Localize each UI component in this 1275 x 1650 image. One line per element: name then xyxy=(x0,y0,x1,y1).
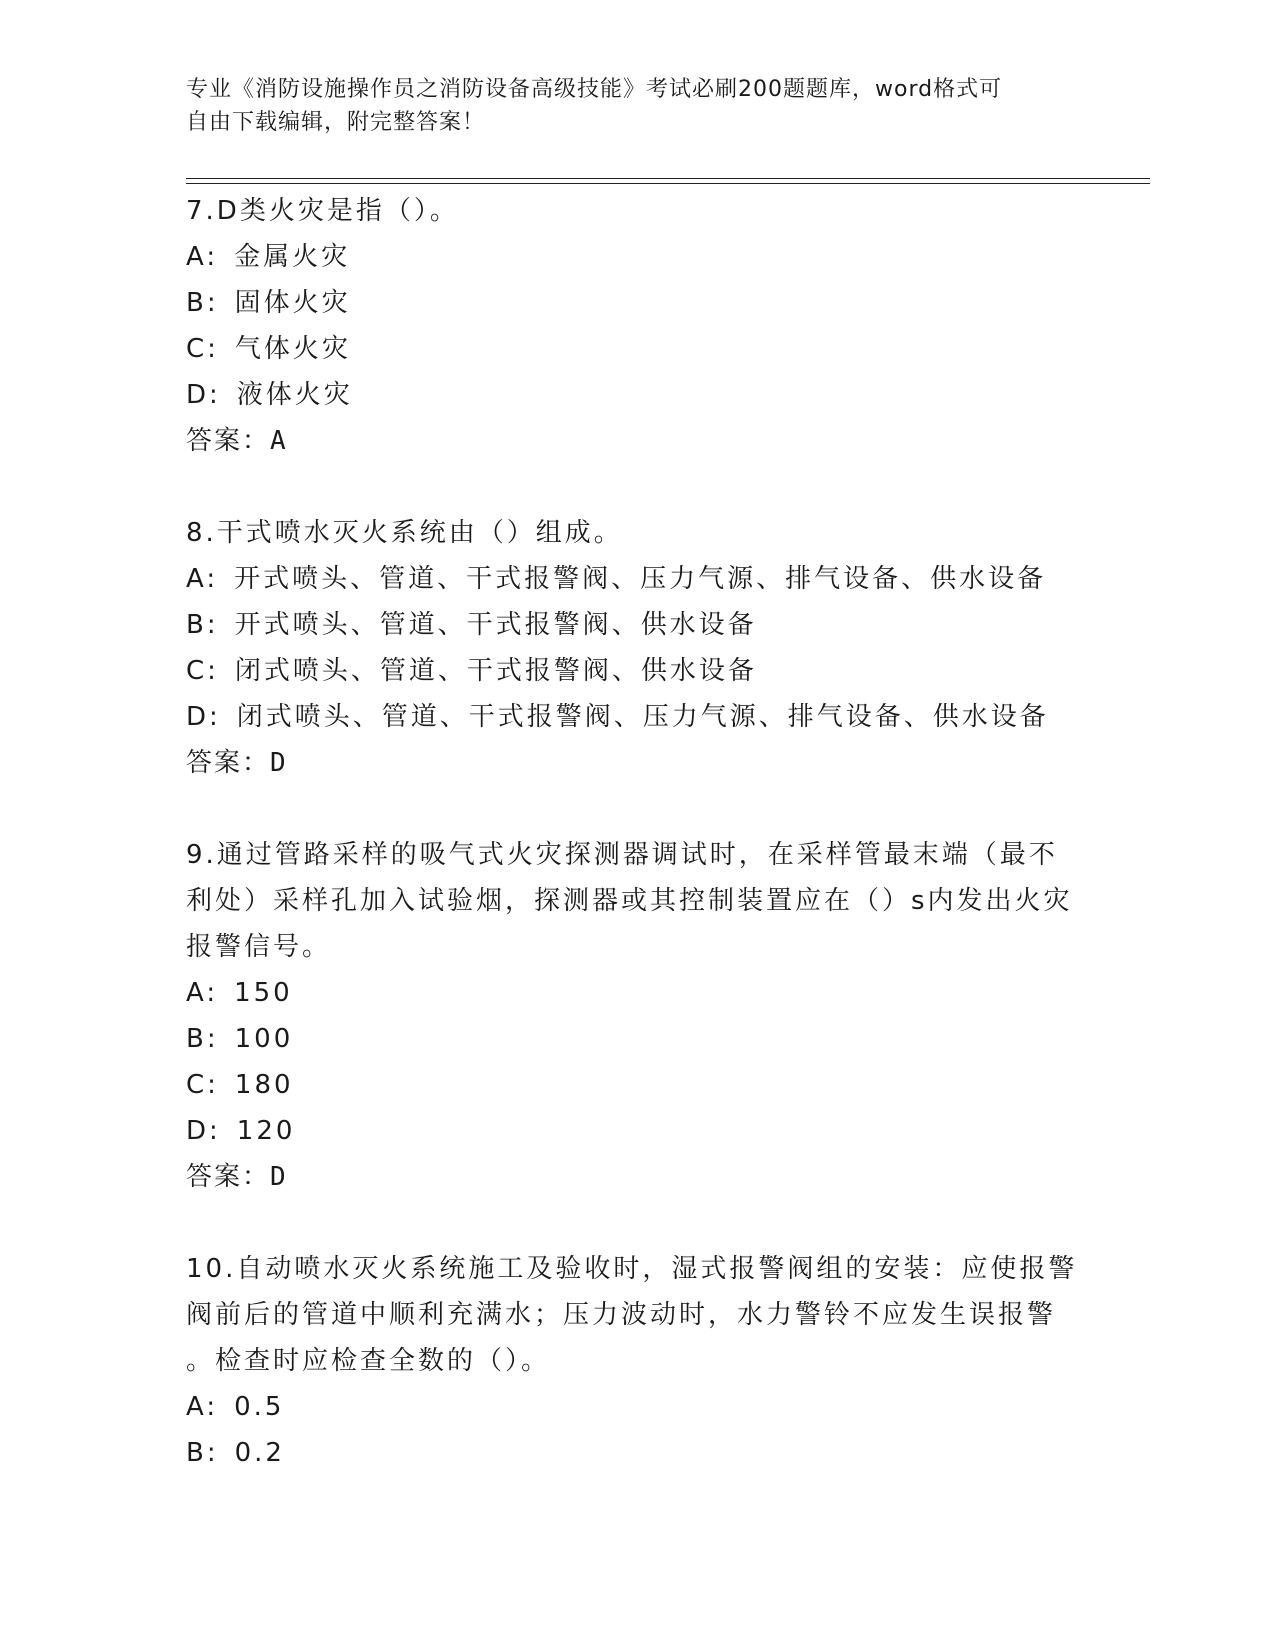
header-divider-bottom xyxy=(186,183,1150,184)
question-stem xyxy=(186,510,1086,556)
option-key: C: xyxy=(186,1070,219,1100)
header-line-2: 自由下载编辑，附完整答案！ xyxy=(186,110,486,135)
answer-label: 答案： xyxy=(186,426,271,456)
option-key: D: xyxy=(186,702,221,732)
stem-line: 9.通过管路采样的吸气式火灾探测器调试时，在采样管最末端（最不 xyxy=(186,840,1058,870)
question-stem xyxy=(186,832,1086,970)
document-header xyxy=(186,73,1066,139)
answer-line xyxy=(186,418,1086,464)
answer-line xyxy=(186,1154,1086,1200)
option-a xyxy=(186,1384,1086,1430)
answer-label: 答案： xyxy=(186,748,271,778)
option-b xyxy=(186,602,1086,648)
stem-line: 8.干式喷水灭火系统由（）组成。 xyxy=(186,518,623,548)
option-text: 150 xyxy=(234,978,293,1008)
stem-line: 10.自动喷水灭火系统施工及验收时，湿式报警阀组的安装：应使报警 xyxy=(186,1254,1078,1284)
header-divider-top xyxy=(186,178,1150,179)
option-d xyxy=(186,694,1086,740)
option-key: B: xyxy=(186,288,219,318)
option-key: D: xyxy=(186,380,221,410)
option-key: B: xyxy=(186,610,219,640)
option-text: 开式喷头、管道、干式报警阀、供水设备 xyxy=(234,610,757,640)
option-key: D: xyxy=(186,1116,221,1146)
option-text: 气体火灾 xyxy=(234,334,351,364)
option-c xyxy=(186,648,1086,694)
option-d xyxy=(186,1108,1086,1154)
answer-label: 答案： xyxy=(186,1162,271,1192)
option-text: 100 xyxy=(234,1024,294,1054)
option-a xyxy=(186,234,1086,280)
stem-line: 报警信号。 xyxy=(186,932,332,962)
question-7 xyxy=(186,188,1086,464)
question-stem xyxy=(186,1246,1086,1384)
option-text: 液体火灾 xyxy=(236,380,353,410)
option-key: A: xyxy=(186,978,219,1008)
option-key: A: xyxy=(186,564,219,594)
option-key: C: xyxy=(186,656,219,686)
option-text: 金属火灾 xyxy=(234,242,351,272)
option-text: 0.2 xyxy=(234,1438,285,1468)
question-9 xyxy=(186,832,1086,1200)
option-c xyxy=(186,326,1086,372)
option-text: 0.5 xyxy=(234,1392,285,1422)
option-b xyxy=(186,280,1086,326)
option-c xyxy=(186,1062,1086,1108)
stem-line: 利处）采样孔加入试验烟，探测器或其控制装置应在（）s内发出火灾 xyxy=(186,886,1073,916)
option-a xyxy=(186,556,1086,602)
question-list xyxy=(186,188,1086,1522)
option-d xyxy=(186,372,1086,418)
option-key: C: xyxy=(186,334,219,364)
stem-line: 7.D类火灾是指（）。 xyxy=(186,196,459,226)
answer-value: A xyxy=(270,426,286,456)
option-text: 闭式喷头、管道、干式报警阀、供水设备 xyxy=(234,656,757,686)
option-text: 固体火灾 xyxy=(234,288,351,318)
question-10 xyxy=(186,1246,1086,1476)
answer-value: D xyxy=(270,1162,286,1192)
option-text: 开式喷头、管道、干式报警阀、压力气源、排气设备、供水设备 xyxy=(234,564,1047,594)
option-key: B: xyxy=(186,1024,219,1054)
option-b xyxy=(186,1430,1086,1476)
stem-line: 。检查时应检查全数的（）。 xyxy=(186,1346,551,1376)
question-stem xyxy=(186,188,1086,234)
stem-line: 阀前后的管道中顺利充满水；压力波动时，水力警铃不应发生误报警 xyxy=(186,1300,1057,1330)
option-text: 180 xyxy=(234,1070,294,1100)
option-key: B: xyxy=(186,1438,219,1468)
option-text: 闭式喷头、管道、干式报警阀、压力气源、排气设备、供水设备 xyxy=(236,702,1049,732)
option-a xyxy=(186,970,1086,1016)
option-b xyxy=(186,1016,1086,1062)
option-text: 120 xyxy=(236,1116,296,1146)
answer-line xyxy=(186,740,1086,786)
answer-value: D xyxy=(270,748,286,778)
question-8 xyxy=(186,510,1086,786)
header-line-1: 专业《消防设施操作员之消防设备高级技能》考试必刷200题题库，word格式可 xyxy=(186,77,1003,102)
option-key: A: xyxy=(186,1392,219,1422)
option-key: A: xyxy=(186,242,219,272)
